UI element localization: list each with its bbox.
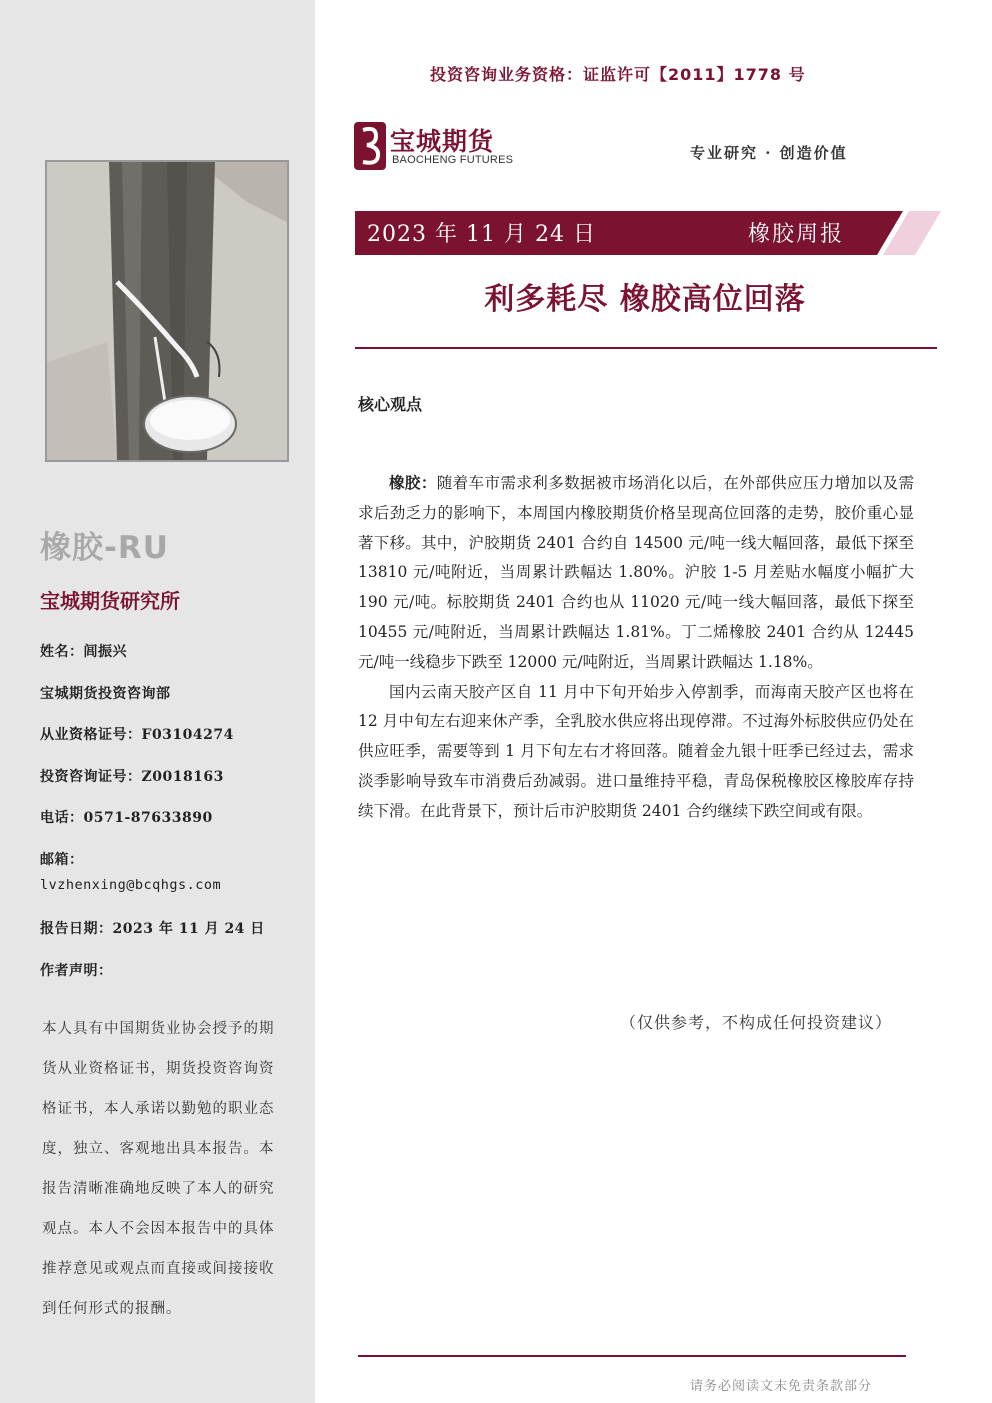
footer-divider [358,1355,906,1357]
department: 宝城期货投资咨询部 [40,686,171,702]
slogan: 专业研究 · 创造价值 [690,144,848,162]
email-address[interactable]: lvzhenxing@bcqhgs.com [40,877,222,893]
paragraph-1: 橡胶：随着车市需求利多数据被市场消化以后，在外部供应压力增加以及需求后劲乏力的影响下，本周国内橡胶期货价格呈现高位回落的走势，胶价重心显著下移。其中，沪胶期货 2401 合约自 14500 元/吨一线大幅回落，最低下探至 13810 元/吨附近，当周累计跌幅达 1.80%。沪胶 1-5 月差贴水幅度小幅扩大 190 元/吨。标胶期货 2401 合约也从 11020 元/吨一线大幅回落，最低下探至 10455 元/吨附近，当周累计跌幅达 1.81%。丁二烯橡胶 2401 合约从 12445 元/吨一线稳步下跌至 12000 元/吨附近，当周累计跌幅达 1.18%。 [358,473,914,671]
sidebar [0,0,315,1403]
footer-note: 请务必阅读文末免责条款部分 [690,1379,873,1394]
divider [355,347,937,349]
section-title: 核心观点 [358,395,423,414]
paragraph-2: 国内云南天胶产区自 11 月中下旬开始步入停割季，而海南天胶产区也将在 12 月中旬左右迎来休产季，全乳胶水供应将出现停滞。不过海外标胶供应仍处在供应旺季，需要等到 1 月下旬左右才将回落。随着金九银十旺季已经过去，需求淡季影响导致车市消费后劲减弱。进口量维持平稳，青岛保税橡胶区橡胶库存持续下滑。在此背景下，预计后市沪胶期货 2401 合约继续下跌空间或有限。 [358,682,914,820]
rubber-tapping-image [47,162,287,460]
logo-chinese: 宝城期货 [390,127,495,156]
license-text: 投资咨询业务资格：证监许可【2011】1778 号 [430,65,806,84]
consulting-number: 投资咨询证号：Z0018163 [40,769,224,785]
banner-stripes [865,211,945,255]
author-name: 姓名：闾振兴 [40,644,127,660]
lead-label: 橡胶： [389,473,437,492]
disclaimer: （仅供参考，不构成任何投资建议） [620,1013,893,1032]
qualification-number: 从业资格证号：F03104274 [40,727,234,743]
report-type: 橡胶周报 [748,222,845,247]
banner-date: 2023 年 11 月 24 日 [367,222,596,247]
logo-mark-icon [352,120,388,172]
author-declaration: 本人具有中国期货业协会授予的期货从业资格证书，期货投资咨询资格证书，本人承诺以勤勉的职业态度，独立、客观地出具本报告。本报告清晰准确地反映了本人的研究观点。本人不会因本报告中的具体推荐意见或观点而直接或间接接收到任何形式的报酬。 [42,1021,275,1317]
email-label: 邮箱： [40,852,84,868]
product-title: 橡胶-RU [40,530,169,566]
research-institute: 宝城期货研究所 [40,589,180,613]
author-statement-label: 作者声明： [40,963,113,979]
rubber-tree-photo [45,160,289,462]
logo-english: BAOCHENG FUTURES [392,154,514,166]
headline: 利多耗尽 橡胶高位回落 [484,282,806,317]
phone: 电话：0571-87633890 [40,810,213,826]
report-body [358,468,914,827]
report-date: 报告日期：2023 年 11 月 24 日 [40,921,265,937]
company-logo [352,118,522,174]
